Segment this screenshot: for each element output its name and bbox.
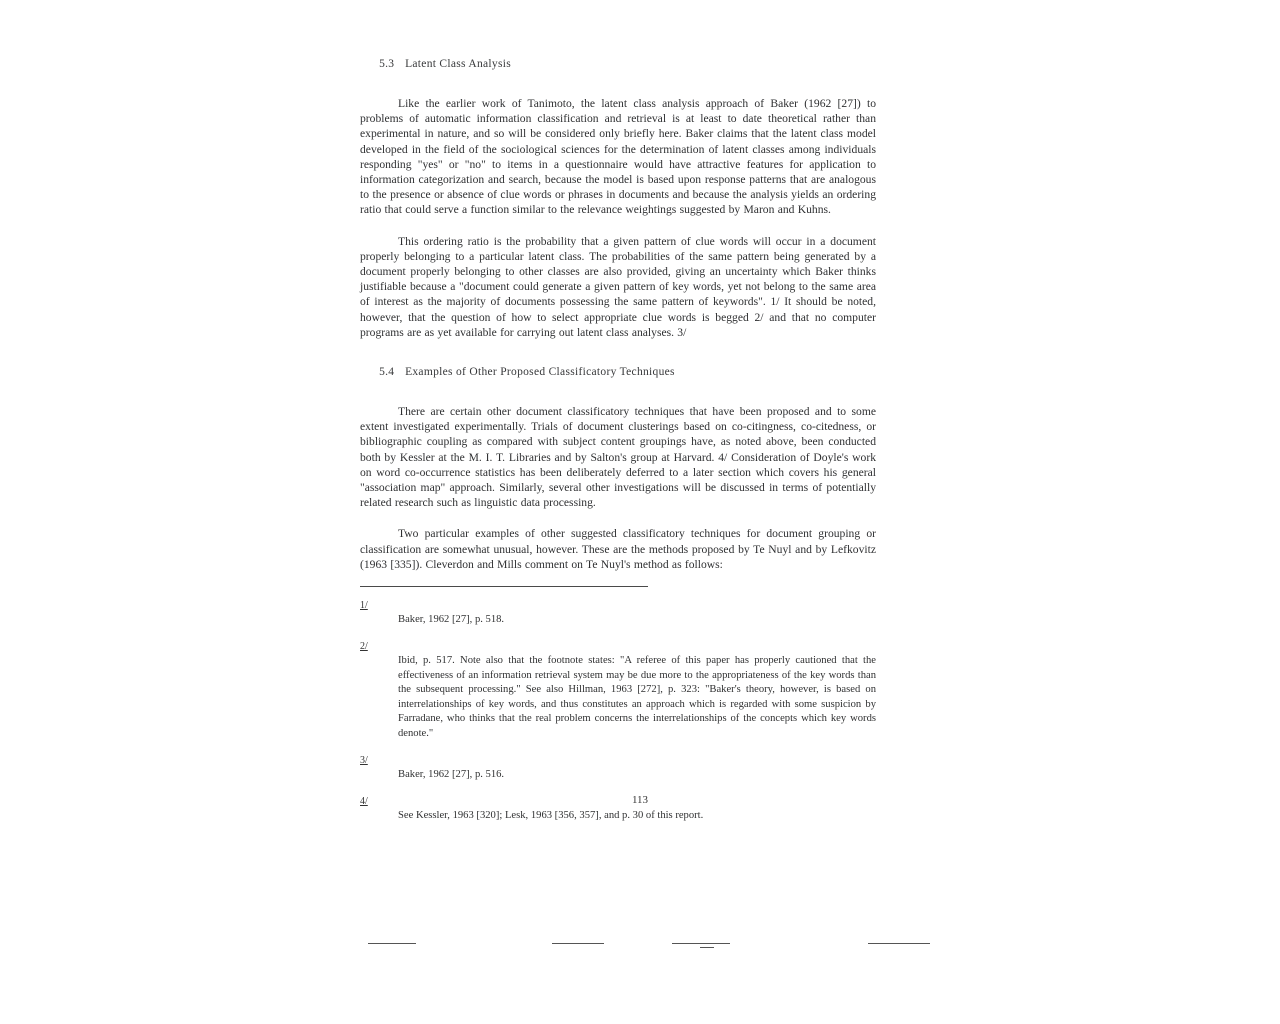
page-number: 113 <box>631 794 649 806</box>
scan-mark <box>672 943 730 944</box>
section-heading-5-4 <box>360 354 876 390</box>
footnote-text: Ibid, p. 517. Note also that the footnote states: "A referee of this paper has properly cautioned that the effectiveness of an information retrieval system may be due more to the appropriateness of the key words than the subsequent processing." See also Hillman, 1963 [272], p. 323: "Baker's theory, however, is based on interrelationships of key words, and thus constitutes an approach which is regarded with some suspicion by Farradane, who thinks that the real problem concerns the interrelationships of the concepts which key words denote." <box>398 655 876 739</box>
scan-mark <box>368 943 416 944</box>
footnote-separator <box>360 586 876 596</box>
section-number: 5.3 <box>379 58 395 70</box>
paragraph: There are certain other document classificatory techniques that have been proposed and to some extent investigated experimentally. Trials of document clusterings based on co-citingness, co-citedness, or bibliographic coupling as compared with subject content groupings have, as noted above, been conducted both by Kessler at the M. I. T. Libraries and by Salton's group at Harvard. 4/ Consideration of Doyle's work on word co-occurrence statistics has been deliberately deferred to a later section which covers his general "association map" approach. Similarly, several other investigations will be discussed in terms of potentially related research such as linguistic data processing. <box>360 405 876 510</box>
scan-artifact-marks <box>0 943 1280 949</box>
footnote <box>360 755 876 782</box>
section-heading-5-3 <box>360 46 876 82</box>
footnote-text: Baker, 1962 [27], p. 518. <box>398 614 505 626</box>
footnote-list <box>360 600 876 824</box>
footnote <box>360 600 876 627</box>
footnote-marker: 3/ <box>360 754 368 766</box>
footnote-marker: 4/ <box>360 796 368 808</box>
footnote <box>360 641 876 740</box>
scan-mark <box>700 947 714 948</box>
section-number: 5.4 <box>379 366 395 379</box>
scan-mark <box>868 943 930 944</box>
paragraph: Like the earlier work of Tanimoto, the latent class analysis approach of Baker (1962 [27]) to problems of automatic information classification and retrieval is at least to date theoretical rather than experimental in nature, and so will be considered only briefly here. Baker claims that the latent class model developed in the field of the sociological sciences for the determination of latent classes among individuals responding "yes" or "no" to items in a questionnaire would have attractive features for application to information categorization and search, because the model is based upon response patterns that are analogous to the presence or absence of clue words or phrases in documents and because the analysis yields an ordering ratio that could serve a function similar to the relevance weightings suggested by Maron and Kuhns. <box>360 97 876 217</box>
footnote-text: See Kessler, 1963 [320]; Lesk, 1963 [356, 357], and p. 30 of this report. <box>398 810 704 822</box>
footnote-marker: 2/ <box>360 641 368 653</box>
paragraph: Two particular examples of other suggested classificatory techniques for document grouping or classification are somewhat unusual, however. These are the methods proposed by Te Nuyl and by Lefkovitz (1963 [335]). Cleverdon and Mills comment on Te Nuyl's method as follows: <box>360 527 876 571</box>
footnote-marker: 1/ <box>360 600 368 612</box>
page-content <box>360 46 876 838</box>
scan-mark <box>552 943 604 944</box>
section-title: Latent Class Analysis <box>405 58 512 70</box>
paragraph: This ordering ratio is the probability that a given pattern of clue words will occur in a document properly belonging to a particular latent class. The probabilities of the same pattern being generated by a document properly belonging to other classes are also provided, giving an uncertainty which Baker thinks justifiable because a "document could generate a given pattern of key words, yet not belong to the same area of interest as the majority of documents possessing the same pattern of keywords". 1/ It should be noted, however, that the question of how to select appropriate clue words is begged 2/ and that no computer programs are as yet available for carrying out latent class analyses. 3/ <box>360 234 876 339</box>
footnote-text: Baker, 1962 [27], p. 516. <box>398 768 505 780</box>
section-title: Examples of Other Proposed Classificatory Techniques <box>405 366 675 379</box>
